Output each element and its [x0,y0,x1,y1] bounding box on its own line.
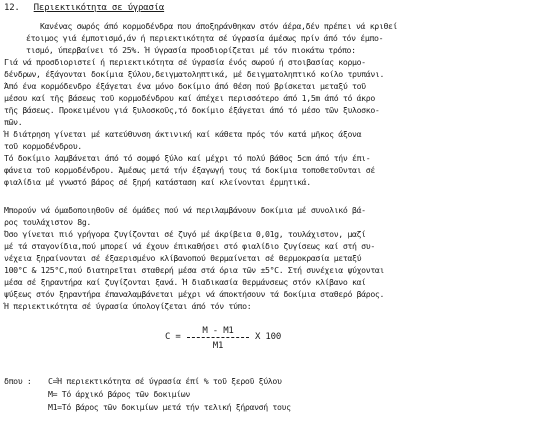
body-line: μέ τά σταγονίδια,πού μπορεί νά έχουν έπικαθήσει στό φιαλίδιο ζυγίσεως καί στή συ- [4,241,375,251]
body-line: τοῦ κορμοδένδρου. [4,141,82,151]
body-line: 100°C & 125°C,πού διατηρεῖται σταθερή μέσα στά όρια τῶν ±5°C. Στή συνέχεια ψύχονται [4,265,385,275]
formula-denominator: M1 [212,341,224,351]
body-line: φάνεια τοῦ κορμοδένδρου. Άμέσως μετά τήν έξαγωγή τους τά δοκίμια τοποθετοῦνται σέ [4,165,375,175]
body-line: Κανένας σωρός άπό κορμοδένδρα που άποξηράνθηκαν στόν άέρα,δέν πρέπει νά κριθεί [40,21,398,31]
body-line: Τό δοκίμιο λαμβάνεται άπό τό σομφό ξύλο καί μέχρι τό πολύ βάθος 5cm άπό τήν έπι- [4,153,371,163]
body-line: φιαλίδια μέ γνωστό βάρος σέ ξηρή κατάσταση καί κλείνονται έρμητικά. [4,177,311,187]
body-line: δένδρων, έξάγονται δοκίμια ξύλου,δειγματοληπτικά, μέ δειγματοληπτικό κοίλο τρυπάνι. [4,69,385,79]
formula-numerator: M - M1 [202,326,234,336]
formula-lhs: C = [165,332,181,342]
definition-line: M= Τό άρχικό βάρος τῶν δοκιμίων [48,389,190,399]
moisture-formula [165,326,305,358]
definition-line: C=Ή περιεκτικότητα σέ ύγρασία έπί % τοῦ ξεροῦ ξύλου [48,376,282,386]
fraction-bar [187,337,249,338]
section-title: Περιεκτικότητα σε ύγρασία [33,3,165,13]
body-line: τῆς βάσεως. Προκειμένου γιά ξυλοσκοῦς,τό δοκίμιο έξάγεται άπό τό μέσο τῶν ξυλοσκο- [4,105,380,115]
definition-line: M1=Τό βάρος τῶν δοκιμίων μετά τήν τελική ξήρανσή τους [48,402,291,412]
body-line: μέσα σέ ξηραντήρα καί ζυγίζονται ξανά. Ή διαδικασία θερμάνσεως στόν κλίβανο καί [4,277,366,287]
section-heading [4,3,164,13]
body-line: έτοιμος γιά έμποτισμό,άν ή περιεκτικότητα σέ ύγρασία άμέσως πρίν άπό τόν έμπο- [26,33,384,43]
section-number: 12. [4,3,20,13]
body-line: Γιά νά προσδιοριστεί ή περιεκτικότητα σέ ύγρασία ένός σωρού ή στοιβασίας κορμο- [4,57,366,67]
body-line: νέχεια ξηραίνονται σέ έξαερισμένο κλίβανοπού θερμαίνεται σέ θερμοκρασία μεταξύ [4,253,362,263]
where-prefix: δπου : [4,376,32,386]
body-line: ρος τουλάχιστον 8g. [4,217,92,227]
formula-multiplier: X 100 [255,332,282,342]
body-line: Μπορούν νά όμαδοποιηθοῦν σέ όμάδες πού νά περιλαμβάνουν δοκίμια μέ συνολικό βά- [4,205,366,215]
body-line: Ή διάτρηση γίνεται μέ κατεύθυνση άκτινική καί κάθετα πρός τόν κατά μῆκος άξονα [4,129,362,139]
body-line: τισμό, ύπερβαίνει τό 25%. Ή ύγρασία προσδιορίζεται μέ τόν πιοκάτω τρόπο: [26,45,356,55]
body-line: ψύξεως στόν ξηραντήρα έπαναλαμβάνεται μέχρι νά άποκτήσουν τά δοκίμια σταθερό βάρος. [4,289,385,299]
body-line: πῶν. [4,117,23,127]
body-line: μέσου καί τῆς βάσεως τοῦ κορμοδένδρου καί άπέχει περισσότερο άπό 1,5m άπό τό άκρο [4,93,375,103]
body-line: Ή περιεκτικότητα σέ ύγρασία ύπολογίζεται άπό τόν τύπο: [4,301,252,311]
body-line: Άπό ένα κορμόδενδρο έξάγεται ένα μόνο δοκίμιο άπό θέση πού βρίσκεται μεταξύ τοῦ [4,81,366,91]
body-line: Όσο γίνεται πιό γρήγορα ζυγίζονται σέ ζυγό μέ άκρίβεια 0,01g, τουλάχιστον, μαζί [4,229,366,239]
